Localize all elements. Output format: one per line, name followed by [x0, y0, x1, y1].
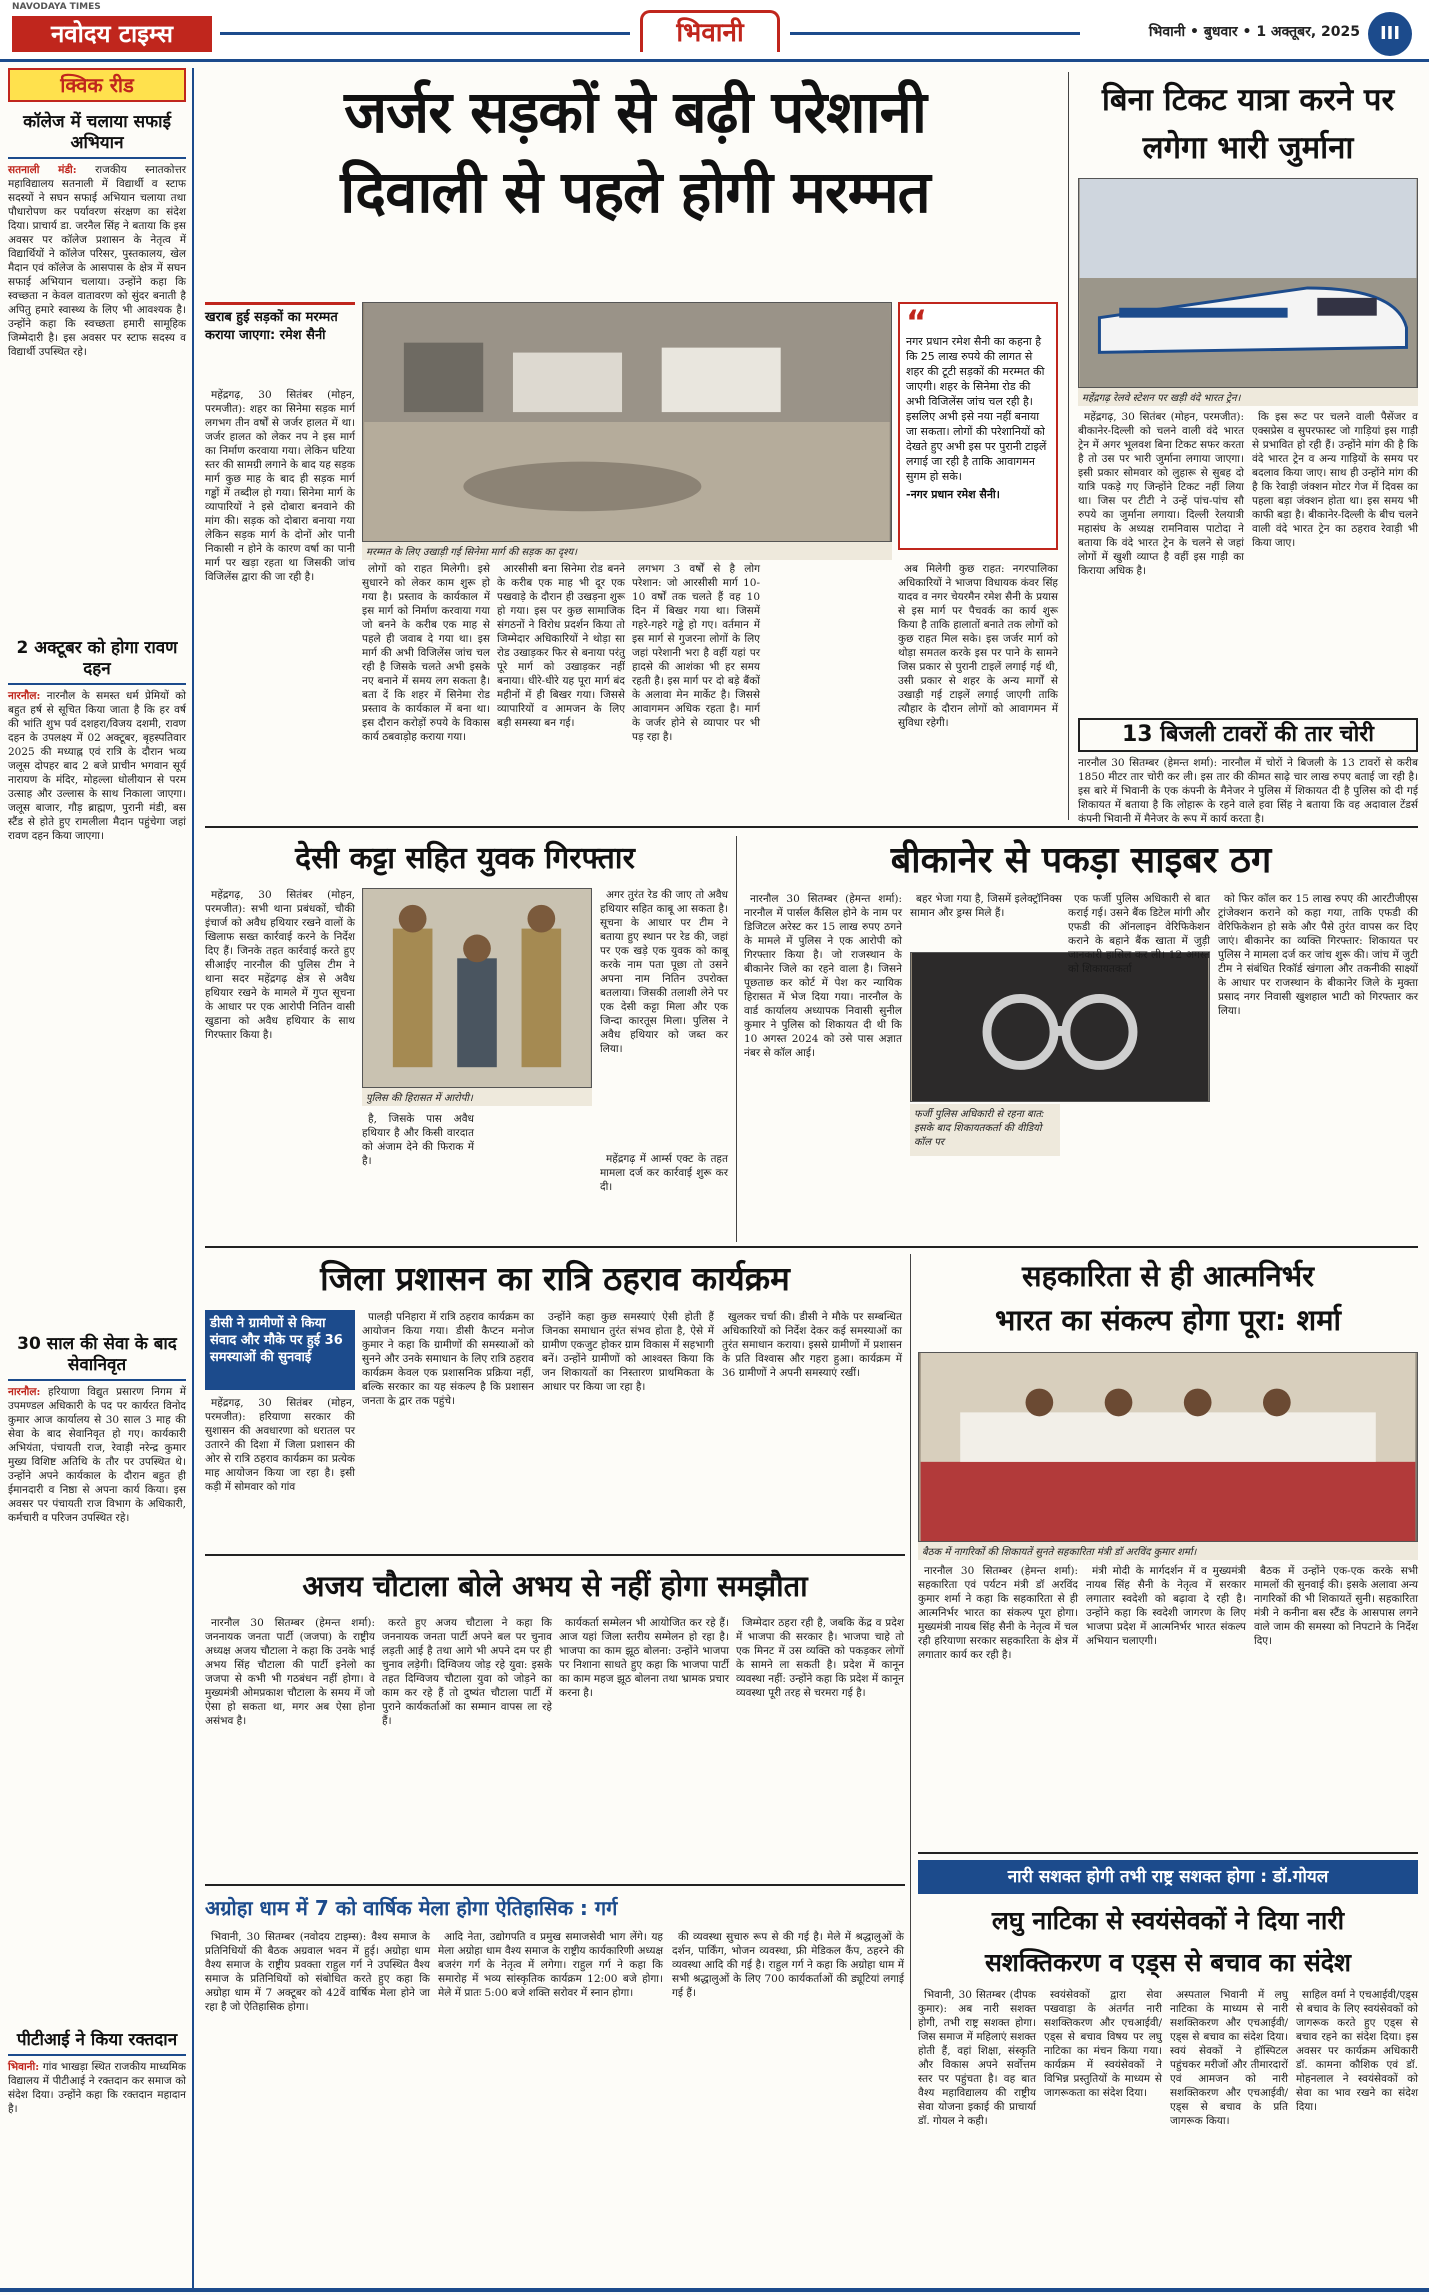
nari-column-2: स्वयंसेवकों द्वारा सेवा पखवाड़ा के अंतर्गत नारी सशक्तिकरण और एचआईवी/एड्स से बचाव विषय पर लघु नाटिका का मंचन किया गया। कार्यक्रम में स्वयंसेवकों ने विभिन्न प्रस्तुतियों के माध्यम से जागरूकता का संदेश दिया।	[1044, 1989, 1162, 2099]
cooperative-column-3: बैठक में उन्होंने एक-एक करके सभी मामलों की सुनवाई की। इसके अलावा अन्य नागरिकों की भी शिकायतें सुनी। सहकारिता मंत्री ने कनीना बस स्टैंड के आसपास लगने वाले जाम की समस्या को निपटाने के निर्देश दिए।	[1254, 1565, 1418, 1647]
page-number: III	[1368, 12, 1412, 56]
nari-column-1: भिवानी, 30 सितम्बर (दीपक कुमार): अब नारी सशक्त होगी, तभी राष्ट्र सशक्त होगा। जिस समाज में महिलाएं सशक्त होती हैं, वहां शिक्षा, संस्कृति और विकास अपने सर्वोत्तम स्तर पर पहुंचता है। वह बात वैश्य महाविद्यालय की राष्ट्रीय सेवा योजना इकाई की प्राचार्या डॉ. गोयल ने कही।	[918, 1989, 1036, 2127]
train-photo	[1078, 178, 1418, 388]
pistol-column-2: अगर तुरंत रेड की जाए तो अवैध हथियार सहित काबू आ सकता है। सूचना के आधार पर टीम ने बताया हुए स्थान पर रेड की, जहां पर एक खड़े एक युवक को काबू करके नाम पता पूछा तो उसने अपना नाम नितिन उपरोक्त बतलाया। जिसकी तलाशी लेने पर एक देसी कट्टा मिला और एक जिन्दा कारतूस मिला। पुलिस ने अवैध हथियार को जब्त कर लिया।	[600, 889, 728, 1055]
admin-headline: जिला प्रशासन का रात्रि ठहराव कार्यक्रम	[320, 1259, 790, 1298]
lead-headline-line1: जर्जर सड़कों से बढ़ी परेशानी	[344, 78, 926, 146]
quick-read-title: 2 अक्टूबर को होगा रावण दहन	[8, 634, 186, 685]
cyber-headline: बीकानेर से पकड़ा साइबर ठग	[890, 840, 1272, 881]
section-tab	[640, 10, 780, 52]
agroha-column-2: आदि नेता, उद्योगपति व प्रमुख समाजसेवी भाग लेंगे। यह मेला अग्रोहा धाम वैश्य समाज के राष्ट्रीय कार्यकारिणी अध्यक्ष बजरंग गर्ग के नेतृत्व में लगेगा। राहुल गर्ग ने कहा कि समारोह में भव्य सांस्कृतिक कार्यक्रम 12:00 बजे होगा। मेले में प्रातः 5:00 बजे शक्ति सरोवर में स्नान होगा।	[438, 1931, 663, 1999]
quick-read-title: कॉलेज में चलाया सफाई अभियान	[8, 108, 186, 159]
divider	[736, 836, 737, 1242]
abhay-column-3: कार्यकर्ता सम्मेलन भी आयोजित कर रहे हैं। आज यहां जिला स्तरीय सम्मेलन हो रहा है। भाजपा का काम झूठ बोलना: उन्होंने भाजपा पर निशाना साधते हुए कहा कि भाजपा पार्टी का काम महज झूठ बोलना तथा भ्रामक प्रचार करना है।	[559, 1617, 729, 1699]
pistol-column-1: महेंद्रगढ़, 30 सितंबर (मोहन, परमजीत): सभी थाना प्रबंधकों, चौकी इंचार्ज को अवैध हथियार रखने वालों के खिलाफ सख्त कार्रवाई करने के निर्देश दिए हैं। जिनके तहत कार्रवाई करते हुए सीआईए नारनौल की पुलिस टीम ने थाना सदर महेंद्रगढ़ क्षेत्र से अवैध हथियार रखने के मामले में गुप्त सूचना के आधार पर एक आरोपी नितिन वासी खुडाना को अवैध हथियार के साथ गिरफ्तार किया है।	[205, 889, 355, 1041]
towers-headline: 13 बिजली टावरों की तार चोरी	[1078, 718, 1418, 752]
quick-read-item	[8, 634, 186, 1324]
nari-headline: लघु नाटिका से स्वयंसेवकों ने दिया नारी सशक्तिकरण व एड्स से बचाव का संदेश	[984, 1906, 1352, 1977]
cyber-column-2: बहर भेजा गया है, जिसमें इलेक्ट्रॉनिक्स सामान और ड्रग्स मिले हैं।	[910, 893, 1062, 919]
lead-headline-line2: दिवाली से पहले होगी मरम्मत	[340, 158, 930, 226]
quick-read-dateline: नारनौल:	[8, 1386, 41, 1398]
lead-photo-caption: मरम्मत के लिए उखाड़ी गई सिनेमा मार्ग की सड़क का दृश्य।	[362, 542, 892, 560]
quick-read-label: क्विक रीड	[8, 68, 186, 102]
quick-read-title: 30 साल की सेवा के बाद सेवानिवृत	[8, 1330, 186, 1381]
abhay-column-4: जिम्मेदार ठहरा रही है, जबकि केंद्र व प्रदेश में भाजपा की सरकार है। भाजपा चाहे तो एक मिनट में उस व्यक्ति को पकड़कर लोगों के सामने ला सकती है। प्रदेश में कानून व्यवस्था नहीं: उन्होंने कहा कि प्रदेश में कानून व्यवस्था पूरी तरह से चरमरा गई है।	[736, 1617, 904, 1699]
divider	[205, 1246, 1418, 1248]
quick-read-column	[8, 68, 194, 2288]
admin-column-1: महेंद्रगढ़, 30 सितंबर (मोहन, परमजीत): हरियाणा सरकार की सुशासन की अवधारणा को धरातल पर उतारने की दिशा में जिला प्रशासन की ओर से रात्रि ठहराव कार्यक्रम का प्रत्येक माह आयोजन किया जा रहा है। इसी कड़ी में सोमवार को गांव	[205, 1397, 355, 1493]
quick-read-text: नारनौल के समस्त धर्म प्रेमियों को बहुत हर्ष से सूचित किया जाता है कि हर वर्ष की भांति शुभ पर्व दशहरा/विजय दशमी, रावण दहन के उपलक्ष्य में 02 अक्टूबर, बृहस्पतिवार 2025 की मध्याह्न एवं रात्रि के दौरान भव्य जलूस दोपहर बाद 2 बजे प्राचीन भगवान सूर्य नारायण के मंदिर, मोहल्ला धोलीयान से परम उत्साह और उल्लास के साथ निकाला जाएगा। जलूस बाजार, गौड़ ब्राह्मण, पुरानी मंडी, बस स्टैंड से होते हुए रामलीला मैदान पहुंचेगा जहां रावण दहन किया जाएगा।	[8, 690, 186, 842]
divider	[1068, 72, 1069, 820]
abhay-column-2: करते हुए अजय चौटाला ने कहा कि जननायक जनता पार्टी अपने बल पर चुनाव लड़ती आई है तथा आगे भी अपने दम पर ही चुनाव लड़ेगी। दिग्विजय जोड़ रहे युवा: इसके तहत दिग्विजय चौटाला युवा को जोड़ने का काम कर रहे हैं तो दुष्यंत चौटाला पार्टी में पुराने कार्यकर्ताओं का सम्मान वापस ला रहे हैं।	[382, 1617, 552, 1727]
masthead	[0, 0, 1429, 62]
masthead-rule-right	[790, 32, 1080, 35]
section-name: भिवानी	[676, 18, 744, 48]
masthead-rule-left	[220, 32, 630, 35]
dateline: भिवानी • बुधवार • 1 अक्तूबर, 2025	[1148, 24, 1360, 40]
nari-column-3: अस्पताल भिवानी में लघु नाटिका के माध्यम से नारी सशक्तिकरण और एचआईवी/एड्स से बचाव का संदेश दिया। स्वयं सेवकों ने हॉस्पिटल पहुंचकर मरीजों और तीमारदारों एवं आमजन को नारी सशक्तिकरण और एचआईवी/एड्स से बचाव के प्रति जागरूक किया।	[1170, 1989, 1288, 2127]
police-photo-icon	[363, 889, 591, 1087]
divider	[205, 1554, 905, 1556]
quick-read-item	[8, 1330, 186, 2020]
cyber-column-3: एक फर्जी पुलिस अधिकारी से बात कराई गई। उसने बैंक डिटेल मांगी और एफडी की ऑनलाइन वेरिफिकेशन कराने के बहाने बैंक खाता में जुड़ी जानकारी हासिल कर ली। 12 अगस्त को शिकायतकर्ता	[1068, 893, 1210, 975]
towers-story	[1078, 718, 1418, 825]
quick-read-dateline: भिवानी:	[8, 2061, 40, 2073]
divider	[918, 1852, 1418, 1854]
lead-column-4: लगभग 3 वर्षों से है लोग परेशान: जो आरसीसी मार्ग 10-10 वर्षों तक चलते हैं वह 10 दिन में बिखर गया था। जिसमें गहरे-गहरे गड्ढे हो गए। वर्तमान में इस मार्ग से गुजरना लोगों के लिए जहां परेशानी भरा है वहीं यहां पर हादसे की आशंका भी हर समय रहती है। इस मार्ग पर दो बड़े बैंकों के अलावा मेन मार्केट है। जिससे आवागमन अधिक रहता है। मार्ग के जर्जर होने से व्यापार पर भी पड़ रहा है।	[632, 563, 760, 743]
quick-read-text: हरियाणा विद्युत प्रसारण निगम में उपमण्डल अधिकारी के पद पर कार्यरत विनोद कुमार आज कार्यालय से 30 साल 3 माह की सेवा के बाद सेवानिवृत हो गए। कार्यकारी अभियंता, पंचायती राज, रेवाड़ी नरेन्द्र कुमार मुख्य विशिष्ट अतिथि के तौर पर उपस्थित थे। उन्होंने अपने कार्यकाल के दौरान बहुत ही ईमानदारी व निष्ठा से अपना कार्य किया। इस अवसर पर पंचायती राज विभाग के अधिकारी, कर्मचारी व परिजन उपस्थित रहे।	[8, 1386, 186, 1524]
lead-column-1: महेंद्रगढ़, 30 सितंबर (मोहन, परमजीत): शहर का सिनेमा सड़क मार्ग लगभग तीन वर्षों से जर्जर हालत में था। जर्जर हालत को लेकर नप ने इस मार्ग का निर्माण करवाया गया। लेकिन घटिया स्तर की सामग्री लगाने के बाद यह सड़क मार्ग कुछ माह के बाद ही सड़क मार्ग गड्ढों में तब्दील हो गया। सिनेमा मार्ग के व्यापारियों ने इसे दोबारा बनवाने की मांग की। सड़क को दोबारा बनाया गया लेकिन सड़क मार्ग के दोनों ओर पानी निकासी न होने के कारण वर्षा का पानी मार्ग पर खड़ा रहता था जिसकी जांच विजिलेंस द्वारा की जा रही है।	[205, 389, 355, 583]
cooperative-column-1: नारनौल 30 सितम्बर (हेमन्त शर्मा): सहकारिता एवं पर्यटन मंत्री डॉ अरविंद कुमार शर्मा ने कहा कि सहकारिता से ही आत्मनिर्भर भारत का संकल्प पूरा होगा। मुख्यमंत्री नायब सिंह सैनी के नेतृत्व में चल रही हरियाणा सरकार सहकारिता के क्षेत्र में लगातार कार्य कर रही है।	[918, 1565, 1078, 1661]
quick-read-dateline: सतनाली मंडी:	[8, 164, 77, 176]
train-column-2: कि इस रूट पर चलने वाली पैसेंजर व एक्सप्रेस व सुपरफास्ट जो गाड़ियां इस गाड़ी से प्रभावित हो रही हैं। उन्होंने मांग की है कि वंदे भारत ट्रेन व अन्य गाड़ियों के समय पर बदलाव किया जाए। साथ ही उन्होंने मांग की है कि रेवाड़ी जंक्शन मोटर गेज में दिवस का पहला बड़ा जंक्शन होता था। इस समय भी काफी बड़ा है। बीकानेर-दिल्ली के बीच चलने वाली वंदे भारत ट्रेन का ठहराव रेवाड़ी भी किया जाए।	[1252, 411, 1418, 549]
agroha-column-1: भिवानी, 30 सितम्बर (नवोदय टाइम्स): वैश्य समाज के प्रतिनिधियों की बैठक अग्रवाल भवन में हुई। अग्रोहा धाम वैश्य समाज के राष्ट्रीय प्रवक्ता राहुल गर्ग ने उपस्थित वैश्य समाज के प्रतिनिधियों को संबोधित करते हुए कहा कि अग्रोहा धाम में 7 अक्टूबर को 42वें वार्षिक मेला होने जा रहा है जो ऐतिहासिक होगा।	[205, 1931, 430, 2013]
cooperative-photo-caption: बैठक में नागरिकों की शिकायतें सुनते सहकारिता मंत्री डॉ अरविंद कुमार शर्मा।	[918, 1542, 1418, 1560]
page-border-bottom	[0, 2288, 1429, 2292]
agroha-column-3: की व्यवस्था सुचारु रूप से की गई है। मेले में श्रद्धालुओं के दर्शन, पार्किंग, भोजन व्यवस्था, फ्री मेडिकल कैंप, ठहरने की व्यवस्था आदि की गई है। राहुल गर्ग ने कहा कि अग्रोहा धाम में सभी श्रद्धालुओं के लिए 700 कार्यकर्ताओं की ड्यूटियां लगाई गई हैं।	[672, 1931, 904, 1999]
nari-column-4: साहिल वर्मा ने एचआईवी/एड्स से बचाव के लिए स्वयंसेवकों को जागरूक करते हुए एड्स से बचाव रहने का संदेश दिया। इस अवसर पर कार्यक्रम अधिकारी डॉ. कामना कौशिक एवं डॉ. मोहनलाल ने स्वयंसेवकों को सेवा का भाव रखने का संदेश दिया।	[1296, 1989, 1418, 2113]
road-photo-icon	[363, 303, 891, 541]
train-icon	[1079, 179, 1417, 387]
nari-banner: नारी सशक्त होगी तभी राष्ट्र सशक्त होगा : डॉ.गोयल	[918, 1860, 1418, 1894]
lead-photo	[362, 302, 892, 542]
cyber-column-4: को फिर कॉल कर 15 लाख रुपए की आरटीजीएस ट्रांजेक्शन कराने को कहा गया, ताकि एफडी की वेरिफिकेशन हो सके और पैसे तुरंत वापस कर दिए जाएं। बीकानेर का व्यक्ति गिरफ्तार: शिकायत पर पुलिस ने मामला दर्ज कर जांच शुरू की। जांच में जुटी टीम ने संबंधित रिकॉर्ड खंगाला और तकनीकी साक्ष्यों के आधार पर राजस्थान के बीकानेर जिले के मुक्ता प्रसाद नगर निवासी खुशहाल भाटी को गिरफ्तार कर लिया।	[1218, 893, 1418, 1017]
towers-text: नारनौल 30 सितम्बर (हेमन्त शर्मा): नारनौल में चोरों ने बिजली के 13 टावरों से करीब 1850 मीटर तार चोरी कर ली। इस तार की कीमत साढ़े चार लाख रुपए बताई जा रही है। इस बारे में भिवानी के एक कंपनी के मैनेजर ने पुलिस में शिकायत दी है पुलिस को दी गई शिकायत में बताया है कि लोहारू के रहने वाले हवा सिंह ने बताया कि वह अदावाल टेंडर्स कंपनी भिवानी में मैनेजर के रूप में कार्य करता है।	[1078, 757, 1418, 825]
lead-column-5: अब मिलेगी कुछ राहत: नगरपालिका अधिकारियों ने भाजपा विधायक कंवर सिंह यादव व नगर चेयरमैन रमेश सैनी के प्रयास से इस मार्ग पर पैचवर्क का कार्य शुरू किया है ताकि हालातों बनाते तक लोगों को कुछ राहत मिल सके। इस जर्जर मार्ग को थोड़ा समतल करके इस पर पाने के सामने जिस प्रकार से पुरानी टाइलें लगाई गई थी, उसी प्रकार से शहर के अन्य मार्गों से उखाड़ी गई टाइलें लगाई जाएगी ताकि त्यौहार के दौरान लोगों को आवागमन में सुविधा रहेगी।	[898, 563, 1058, 729]
lead-quote-box: “ नगर प्रधान रमेश सैनी का कहना है कि 25 लाख रुपये की लागत से शहर की टूटी सड़कों की मरम्मत की जाएगी। शहर के सिनेमा रोड की अभी विजिलेंस जांच चल रही है। इसलिए अभी इसे नया नहीं बनाया जा सकता। लोगों की परेशानियों को देखते हुए अभी इस पर पुरानी टाइलें लगाई जा रही है ताकि आवागमन सुगम हो सके। -नगर प्रधान रमेश सैनी।	[898, 302, 1058, 550]
quick-read-item	[8, 108, 186, 628]
quote-mark-icon: “	[906, 303, 928, 341]
quick-read-item	[8, 2026, 186, 2286]
quick-read-text: गांव भाखड़ा स्थित राजकीय माध्यमिक विद्यालय में पीटीआई ने रक्तदान कर समाज को संदेश दिया। उन्होंने कहा कि रक्तदान महादान है।	[8, 2061, 186, 2115]
abhay-column-1: नारनौल 30 सितम्बर (हेमन्त शर्मा): जननायक जनता पार्टी (जजपा) के राष्ट्रीय अध्यक्ष अजय चौटाला ने कहा कि उनके भाई अभय सिंह चौटाला की पार्टी इनेलो का जजपा से कभी भी गठबंधन नहीं होगा। वे मुख्यमंत्री ओमप्रकाश चौटाला के समय में जो ऐसा हो सकता था, मगर अब ऐसा होना असंभव है।	[205, 1617, 375, 1727]
cooperative-photo	[918, 1352, 1418, 1542]
pistol-column-4: महेंद्रगढ़ में आर्म्स एक्ट के तहत मामला दर्ज कर कार्रवाई शुरू कर दी।	[600, 1153, 728, 1193]
quick-read-text: राजकीय स्नातकोत्तर महाविद्यालय सतनाली में विद्यार्थी व स्टाफ सदस्यों ने सघन सफाई अभियान चलाया तथा पौधारोपण कर पर्यावरण संरक्षण का संदेश दिया। प्राचार्य डा. जरनैल सिंह ने बताया कि इस अवसर पर कॉलेज प्रशासन के नेतृत्व में विद्यार्थियों ने कॉलेज परिसर, पुस्तकालय, खेल मैदान एवं कॉलेज के आसपास के क्षेत्र में सघन सफाई अभियान चलाया। उन्होंने कहा कि स्वच्छता न केवल वातावरण को सुंदर बनाती है अपितु हमारे स्वास्थ्य के लिए भी आवश्यक है। उन्होंने कहा कि स्वच्छता हमारी सामूहिक जिम्मेदारी है। इस अवसर पर स्टाफ सदस्य व विद्यार्थी उपस्थित रहे।	[8, 164, 186, 358]
admin-column-2: पालड़ी पनिहारा में रात्रि ठहराव कार्यक्रम का आयोजन किया गया। डीसी कैप्टन मनोज कुमार ने कहा कि ग्रामीणों की समस्याओं को सुनने और उनके समाधान के लिए रात्रि ठहराव कार्यक्रम केवल एक प्रशासनिक प्रक्रिया नहीं, बल्कि सरकार का यह संकल्प है कि प्रशासन जनता के द्वार तक पहुंचे।	[362, 1311, 534, 1407]
train-photo-caption: महेंद्रगढ़ रेलवे स्टेशन पर खड़ी वंदे भारत ट्रेन।	[1078, 388, 1418, 406]
brand-logo	[12, 16, 212, 52]
agroha-headline: अग्रोहा धाम में 7 को वार्षिक मेला होगा ऐतिहासिक : गर्ग	[205, 1896, 618, 1920]
quick-read-dateline: नारनौल:	[8, 690, 41, 702]
cyber-photo-caption: फर्जी पुलिस अधिकारी से रहना बात: इसके बाद शिकायतकर्ता की वीडियो कॉल पर	[910, 1104, 1060, 1156]
lead-kicker: खराब हुई सड़कों का मरम्मत कराया जाएगा: रमेश सैनी	[205, 302, 355, 382]
lead-column-2: लोगों को राहत मिलेगी। इसे सुधारने को लेकर काम शुरू हो गया है। प्रस्ताव के कार्यकाल में इस मार्ग को निर्माण करवाया गया जो बनने के करीब एक माह से पहले ही जवाब दे गया था। इस मार्ग की अभी विजिलेंस जांच चल रही है जिसके चलते अभी इसके नए बनाने में समय लग सकता है। बता दें कि शहर में सिनेमा रोड प्रस्ताव के कार्यकाल में बना था। इस दौरान करोड़ों रुपये के विकास कार्य ठबवाड़ोह कराया गया।	[362, 563, 490, 743]
cooperative-headline: सहकारिता से ही आत्मनिर्भर भारत का संकल्प होगा पूरा: शर्मा	[994, 1259, 1342, 1337]
train-headline: बिना टिकट यात्रा करने पर लगेगा भारी जुर्माना	[1101, 82, 1395, 166]
pistol-headline: देसी कट्टा सहित युवक गिरफ्तार	[295, 841, 635, 876]
divider	[910, 1254, 911, 2030]
admin-column-4: खुलकर चर्चा की। डीसी ने मौके पर सम्बन्धित अधिकारियों को निर्देश देकर कई समस्याओं का तुरंत समाधान कराया। इससे ग्रामीणों में प्रशासन के प्रति विश्वास और गहरा हुआ। कार्यक्रम में 36 ग्रामीणों ने अपनी समस्याएं रखीं।	[722, 1311, 902, 1379]
admin-kicker: डीसी ने ग्रामीणों से किया संवाद और मौके पर हुई 36 समस्याओं की सुनवाई	[205, 1310, 355, 1390]
cooperative-column-2: मंत्री मोदी के मार्गदर्शन में व मुख्यमंत्री नायब सिंह सैनी के नेतृत्व में सरकार लगातार स्वदेशी को बढ़ावा दे रही है। उन्होंने कहा कि स्वदेशी जागरण के लिए भाजपा प्रदेश में आत्मनिर्भर भारत संकल्प अभियान चलाएगी।	[1086, 1565, 1246, 1647]
divider	[205, 826, 1418, 828]
small-brand: NAVODAYA TIMES	[12, 2, 101, 12]
brand-name: नवोदय टाइम्स	[50, 20, 174, 48]
lead-column-3: आरसीसी बना सिनेमा रोड बनने के करीब एक माह भी दूर एक पखवाड़े के दौरान ही उखड़ना शुरू हो गया। इस पर कुछ सामाजिक संगठनों ने विरोध प्रदर्शन किया तो जिम्मेदार अधिकारियों ने थोड़ा सा रोड उखाड़कर फिर से बनाया परंतु पूरे मार्ग को उखाड़कर नहीं बनाया। धीरे-धीरे यह पूरा मार्ग बंद महीनों में ही बिखर गया। जिससे व्यापारियों व आमजन के लिए बड़ी समस्या बन गई।	[497, 563, 625, 729]
pistol-column-3: है, जिसके पास अवैध हथियार है और किसी वारदात को अंजाम देने की फिराक में है।	[362, 1113, 474, 1167]
abhay-headline: अजय चौटाला बोले अभय से नहीं होगा समझौता	[302, 1569, 808, 1603]
train-column-1: महेंद्रगढ़, 30 सितंबर (मोहन, परमजीत): बीकानेर-दिल्ली को चलने वाली वंदे भारत ट्रेन में अगर भूलवश बिना टिकट सफर करता है तो उस पर भारी जुर्माना लगाया जाएगा। इसी प्रकार सोमवार को लुहारू से सुबह दो यात्रि पकड़े गए जिन्होंने टिकट नहीं लिया था। जिस पर टीटी ने उन्हें पांच-पांच सौ रुपये का जुर्माना लगाया। दिल्ली रेलयात्री महासंघ के अध्यक्ष रामनिवास पाटोदा ने बताया कि वंदे भारत ट्रेन के चलने से जहां लोगों में खुशी व्याप्त है वहीं इस गाड़ी का किराया अधिक है।	[1078, 411, 1244, 577]
lead-headline	[205, 72, 1065, 232]
meeting-photo-icon	[919, 1353, 1417, 1541]
pistol-photo-caption: पुलिस की हिरासत में आरोपी।	[362, 1088, 592, 1106]
cyber-column-1: नारनौल 30 सितम्बर (हेमन्त शर्मा): नारनौल में पार्सल कैंसिल होने के नाम पर डिजिटल अरेस्ट कर 15 लाख रुपए ठगने के मामले में पुलिस ने एक आरोपी को गिरफ्तार किया है। जो राजस्थान के बीकानेर जिले का रहने वाला है। जिसने पूछताछ कर कोर्ट में पेश कर न्यायिक हिरासत में भेज दिया गया। नारनौल के वार्ड कार्यालय अध्यापक निवासी सुनील कुमार ने पुलिस को शिकायत दी थी कि 10 अगस्त 2024 को उसे पास अज्ञात नंबर से कॉल आई।	[744, 893, 902, 1059]
divider	[205, 1884, 905, 1886]
quick-read-title: पीटीआई ने किया रक्तदान	[8, 2026, 186, 2056]
pistol-photo	[362, 888, 592, 1088]
admin-column-3: उन्होंने कहा कुछ समस्याएं ऐसी होती हैं जिनका समाधान तुरंत संभव होता है, ऐसे में ग्रामीण एकजुट होकर ग्राम विकास में सहभागी बनें। उन्होंने ग्रामीणों को आश्वस्त किया कि जन शिकायतों का निस्तारण प्राथमिकता के आधार पर किया जा रहा है।	[542, 1311, 714, 1393]
